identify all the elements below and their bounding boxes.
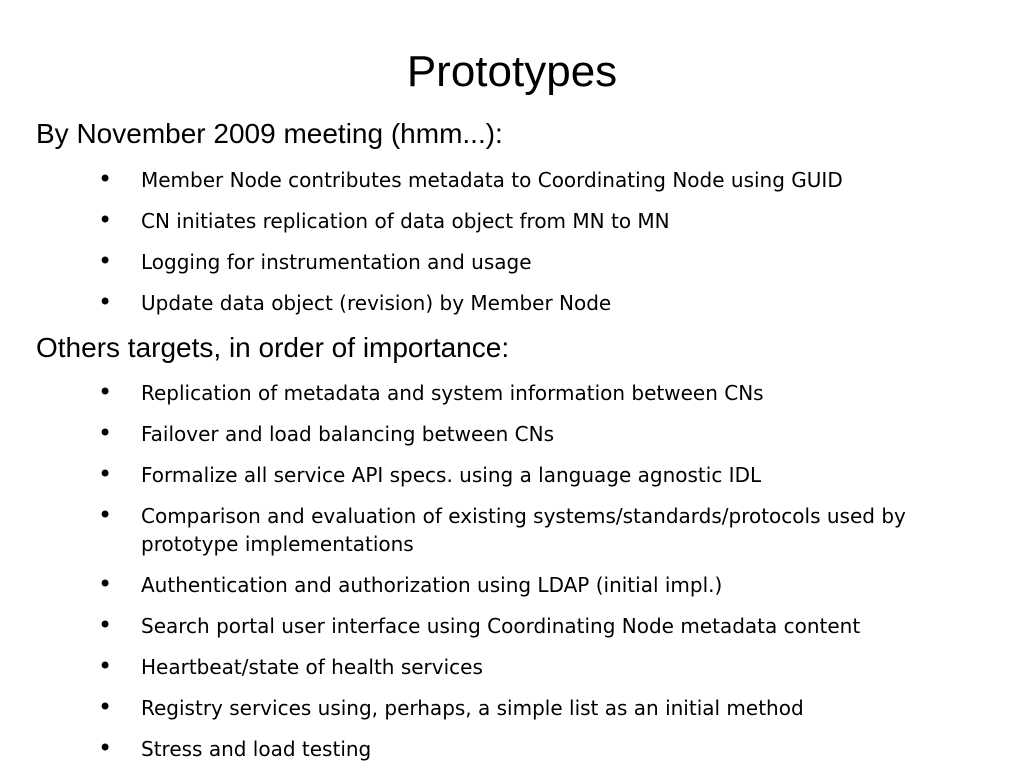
list-item: [0, 379, 1024, 407]
list-item-text: Update data object (revision) by Member Node: [141, 291, 612, 315]
bullet-dot-icon: •: [98, 288, 113, 316]
section-heading-other-targets: Others targets, in order of importance:: [36, 332, 510, 363]
list-item: [0, 694, 1024, 722]
list-item: [0, 502, 1024, 558]
list-item-text: Comparison and evaluation of existing systems/standards/protocols used by prototype implementations: [141, 504, 906, 556]
bullet-dot-icon: •: [98, 611, 113, 639]
list-item-text: Failover and load balancing between CNs: [141, 422, 554, 446]
list-item: [0, 166, 1024, 194]
list-item: [0, 461, 1024, 489]
list-item: [0, 420, 1024, 448]
list-item-text: Registry services using, perhaps, a simple list as an initial method: [141, 696, 804, 720]
list-item-text: Search portal user interface using Coordinating Node metadata content: [141, 614, 861, 638]
list-item-text: Formalize all service API specs. using a language agnostic IDL: [141, 463, 762, 487]
list-item: [0, 571, 1024, 599]
list-item: [0, 207, 1024, 235]
bullet-dot-icon: •: [98, 378, 113, 406]
list-item-text: CN initiates replication of data object from MN to MN: [141, 209, 670, 233]
list-item-text: Replication of metadata and system information between CNs: [141, 381, 764, 405]
list-item: [0, 735, 1024, 763]
bullet-dot-icon: •: [98, 206, 113, 234]
bullet-dot-icon: •: [98, 693, 113, 721]
list-item-text: Logging for instrumentation and usage: [141, 250, 532, 274]
slide-title: Prototypes: [406, 47, 618, 96]
list-item: [0, 653, 1024, 681]
bullet-dot-icon: •: [98, 460, 113, 488]
bullet-dot-icon: •: [98, 652, 113, 680]
section-heading-november-2009: By November 2009 meeting (hmm...):: [36, 118, 503, 149]
list-item-text: Heartbeat/state of health services: [141, 655, 483, 679]
list-item-text: Member Node contributes metadata to Coordinating Node using GUID: [141, 168, 843, 192]
bullet-list-november-2009: [0, 166, 1024, 330]
list-item: [0, 612, 1024, 640]
bullet-dot-icon: •: [98, 419, 113, 447]
bullet-dot-icon: •: [98, 570, 113, 598]
list-item: [0, 248, 1024, 276]
bullet-dot-icon: •: [98, 247, 113, 275]
bullet-dot-icon: •: [98, 501, 113, 529]
bullet-list-other-targets: [0, 379, 1024, 776]
list-item-text: Authentication and authorization using LDAP (initial impl.): [141, 573, 723, 597]
list-item-text: Stress and load testing: [141, 737, 372, 761]
list-item: [0, 289, 1024, 317]
bullet-dot-icon: •: [98, 734, 113, 762]
bullet-dot-icon: •: [98, 165, 113, 193]
